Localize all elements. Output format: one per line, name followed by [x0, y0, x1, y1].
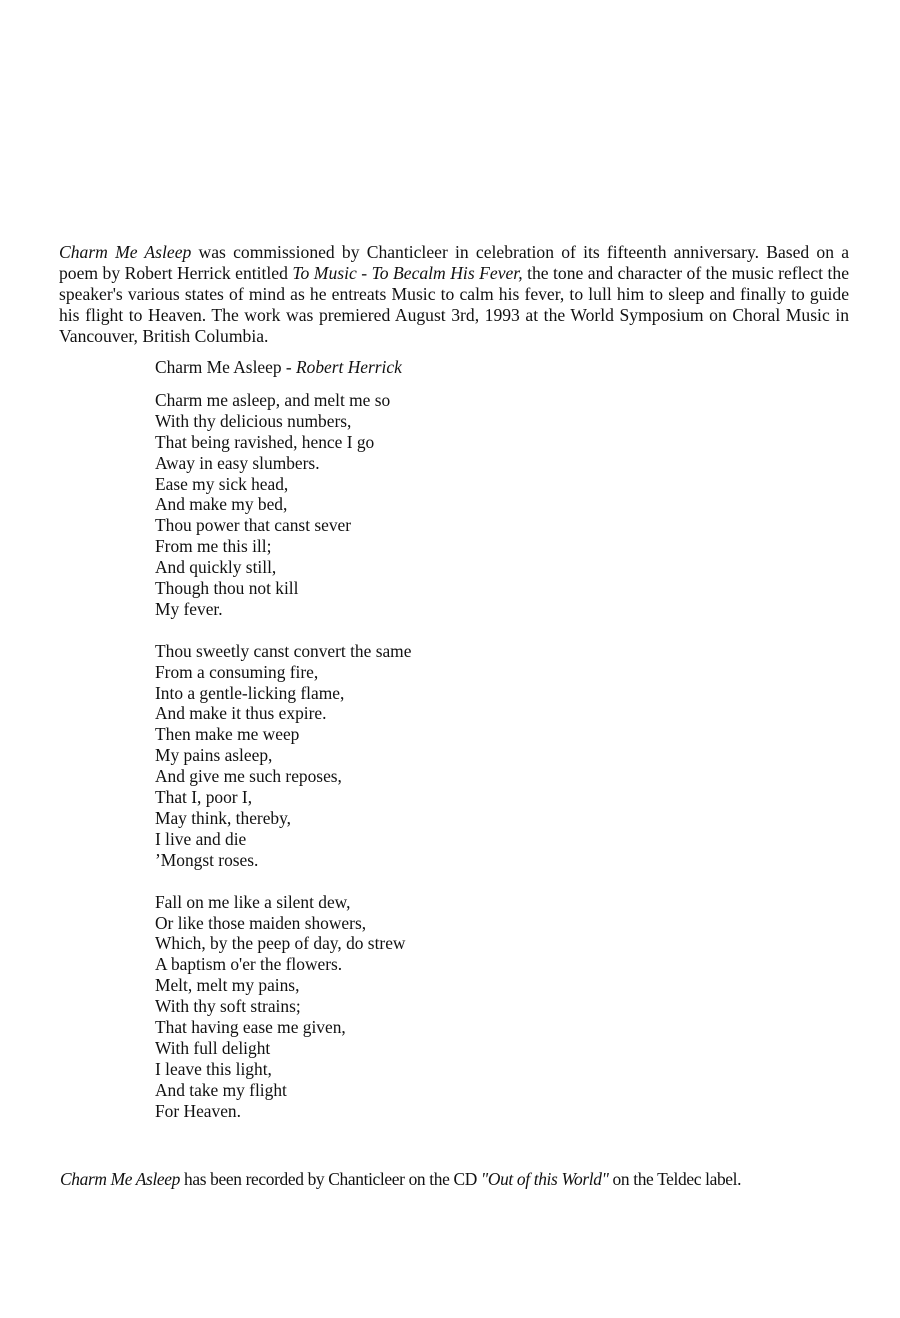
- poem-line: For Heaven.: [155, 1100, 241, 1121]
- poem-line: ’Mongst roses.: [155, 849, 259, 870]
- poem-title-text: Charm Me Asleep -: [155, 357, 297, 377]
- poem-stanzas: [155, 390, 575, 1122]
- poem-line: That having ease me given,: [155, 1017, 346, 1038]
- intro-text-2: the tone and character of the music reflect the speaker's various states of mind as he entreats Music to calm his fever, to lull him to sleep and finally to guide his flight to Heaven. The work was premiered August 3rd, 1993 at the World Symposium on Choral Music in Vancouver, British Columbia.: [59, 262, 849, 346]
- poem-line: With full delight: [155, 1037, 271, 1058]
- poem-line: Away in easy slumbers.: [155, 452, 320, 473]
- footer-text-1: has been recorded by Chanticleer on the CD: [180, 1169, 481, 1190]
- poem-line: And take my flight: [155, 1079, 287, 1100]
- intro-work-title: Charm Me Asleep: [59, 241, 192, 262]
- poem-line: With thy delicious numbers,: [155, 410, 352, 431]
- footer-work-title: Charm Me Asleep: [60, 1169, 181, 1190]
- intro-text-1: was commissioned by Chanticleer in celebration of its fifteenth anniversary. Based on a poem by Robert Herrick entitled: [59, 241, 849, 283]
- poem-line: My fever.: [155, 598, 223, 619]
- poem-line: Thou power that canst sever: [155, 515, 352, 536]
- intro-paragraph: [59, 242, 849, 347]
- poem-author: Robert Herrick: [296, 357, 402, 377]
- poem-line: Melt, melt my pains,: [155, 975, 300, 996]
- poem-line: Charm me asleep, and melt me so: [155, 389, 391, 410]
- poem-title: [155, 357, 575, 378]
- poem: [155, 357, 575, 1142]
- poem-line: I live and die: [155, 828, 247, 849]
- poem-line: That being ravished, hence I go: [155, 431, 375, 452]
- poem-line: Which, by the peep of day, do strew: [155, 933, 406, 954]
- poem-line: Fall on me like a silent dew,: [155, 891, 351, 912]
- footer-text-2: on the Teldec label.: [608, 1169, 742, 1190]
- poem-line: And give me such reposes,: [155, 766, 342, 787]
- poem-line: Then make me weep: [155, 724, 300, 745]
- poem-line: From me this ill;: [155, 536, 272, 557]
- poem-line: That I, poor I,: [155, 787, 253, 808]
- poem-stanza: [155, 892, 575, 1122]
- recording-note: [60, 1169, 860, 1190]
- intro-poem-source-title: To Music - To Becalm His Fever,: [292, 262, 523, 283]
- poem-line: With thy soft strains;: [155, 996, 301, 1017]
- poem-line: And make it thus expire.: [155, 703, 327, 724]
- poem-stanza: [155, 641, 575, 871]
- poem-line: From a consuming fire,: [155, 661, 319, 682]
- poem-stanza: [155, 390, 575, 620]
- poem-line: A baptism o'er the flowers.: [155, 954, 343, 975]
- poem-line: May think, thereby,: [155, 808, 292, 829]
- poem-line: And quickly still,: [155, 557, 277, 578]
- poem-line: I leave this light,: [155, 1058, 272, 1079]
- poem-line: Thou sweetly canst convert the same: [155, 640, 412, 661]
- poem-line: And make my bed,: [155, 494, 288, 515]
- footer-cd-title: "Out of this World": [480, 1169, 609, 1190]
- poem-line: Though thou not kill: [155, 578, 299, 599]
- poem-line: My pains asleep,: [155, 745, 273, 766]
- poem-line: Into a gentle-licking flame,: [155, 682, 345, 703]
- poem-line: Ease my sick head,: [155, 473, 289, 494]
- poem-line: Or like those maiden showers,: [155, 912, 367, 933]
